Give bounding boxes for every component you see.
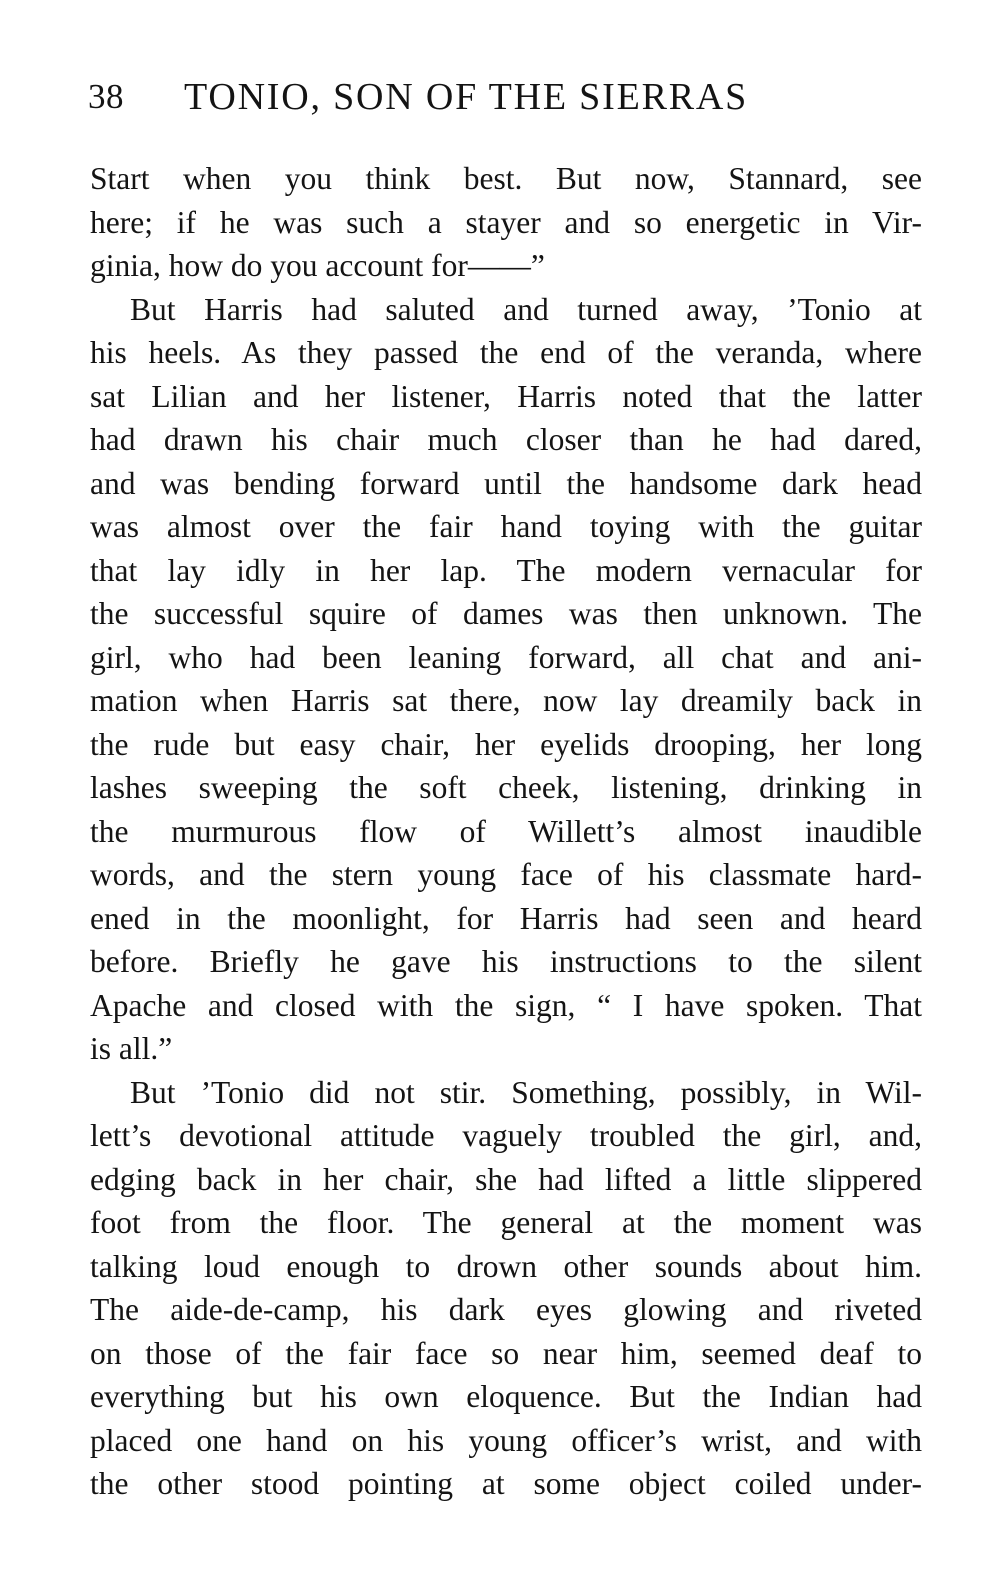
page-number: 38 xyxy=(88,77,124,116)
text-line: The aide-de-camp, his dark eyes glowing and riveted xyxy=(90,1292,922,1327)
text-line: lashes sweeping the soft cheek, listening, drinking in xyxy=(90,770,922,805)
text-line: words, and the stern young face of his classmate hard- xyxy=(90,857,922,892)
text-line: had drawn his chair much closer than he had dared, xyxy=(90,422,922,457)
text-line: the murmurous flow of Willett’s almost inaudible xyxy=(90,813,922,849)
text-line: is all.” xyxy=(90,1031,173,1066)
text-line: the rude but easy chair, her eyelids drooping, her long xyxy=(90,726,922,762)
text-line: ened in the moonlight, for Harris had seen and heard xyxy=(90,900,922,936)
text-line: everything but his own eloquence. But the Indian had xyxy=(90,1379,922,1414)
text-line: here; if he was such a stayer and so energetic in Vir- xyxy=(90,204,922,240)
text-line: foot from the floor. The general at the moment was xyxy=(90,1205,922,1240)
text-line: But ’Tonio did not stir. Something, possibly, in Wil- xyxy=(130,1074,922,1110)
running-header xyxy=(88,72,924,122)
text-line: before. Briefly he gave his instructions to the silent xyxy=(90,944,922,979)
text-line: the successful squire of dames was then unknown. The xyxy=(90,596,922,631)
text-line: was almost over the fair hand toying with the guitar xyxy=(90,509,922,544)
running-title: TONIO, SON OF THE SIERRAS xyxy=(184,76,749,118)
text-line: lett’s devotional attitude vaguely troubled the girl, and, xyxy=(90,1118,922,1153)
text-line: talking loud enough to drown other sounds about him. xyxy=(90,1248,922,1284)
text-line: Start when you think best. But now, Stannard, see xyxy=(90,161,922,196)
body-text xyxy=(90,157,922,1506)
text-line: But Harris had saluted and turned away, ’Tonio at xyxy=(130,291,922,327)
text-line: placed one hand on his young officer’s wrist, and with xyxy=(90,1422,922,1458)
text-line: mation when Harris sat there, now lay dreamily back in xyxy=(90,683,922,718)
text-line: that lay idly in her lap. The modern vernacular for xyxy=(90,552,922,588)
text-line: Apache and closed with the sign, “ I have spoken. That xyxy=(90,987,922,1023)
text-line: sat Lilian and her listener, Harris noted that the latter xyxy=(90,378,922,414)
text-line: and was bending forward until the handsome dark head xyxy=(90,465,922,501)
text-line: his heels. As they passed the end of the veranda, where xyxy=(90,335,922,370)
text-line: edging back in her chair, she had lifted a little slippered xyxy=(90,1161,922,1197)
text-line: girl, who had been leaning forward, all chat and ani- xyxy=(90,639,922,675)
text-line: on those of the fair face so near him, seemed deaf to xyxy=(90,1335,922,1371)
text-line: the other stood pointing at some object coiled under- xyxy=(90,1466,922,1501)
text-line: ginia, how do you account for——” xyxy=(90,248,545,283)
